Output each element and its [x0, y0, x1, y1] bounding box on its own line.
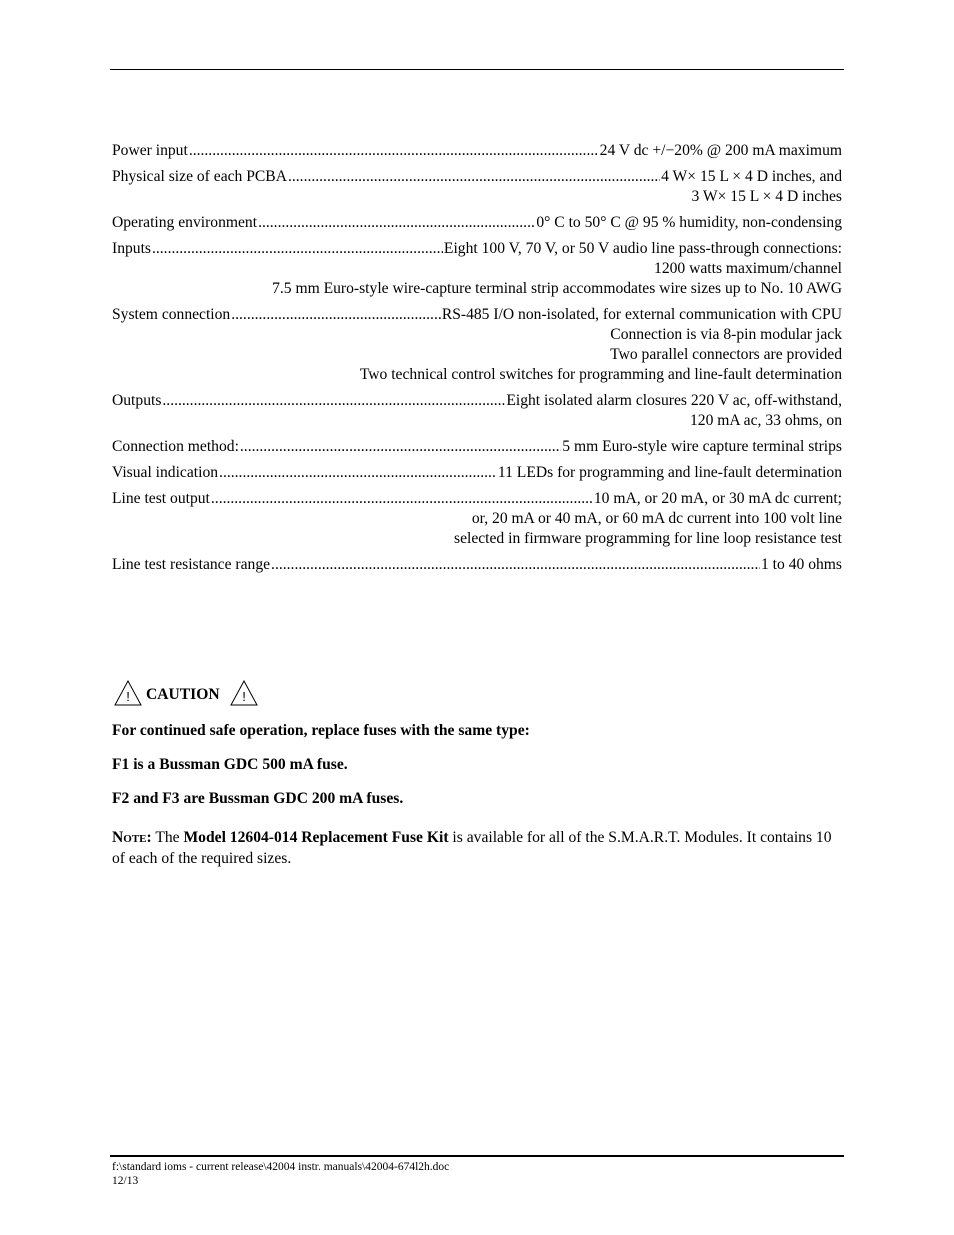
dot-leader [240, 437, 561, 457]
spec-first-line [112, 141, 842, 161]
spec-row [112, 167, 842, 207]
fuse-f2-f3-text: F2 and F3 are Bussman GDC 200 mA fuses. [112, 790, 404, 807]
spec-label: Line test output [112, 490, 210, 507]
spec-continuation: Connection is via 8-pin modular jack [610, 326, 842, 343]
spec-value: Eight isolated alarm closures 220 V ac, off-withstand, [506, 392, 842, 409]
caution-label: CAUTION [146, 686, 220, 703]
footer-rule [110, 1155, 844, 1157]
spec-first-line [112, 555, 842, 575]
spec-label: Operating environment [112, 214, 258, 231]
warning-triangle-icon [114, 680, 142, 706]
spec-first-line [112, 239, 842, 259]
dot-leader [219, 463, 497, 483]
spec-row [112, 305, 842, 385]
spec-label: Visual indication [112, 464, 219, 481]
spec-continuation: Two parallel connectors are provided [610, 346, 842, 363]
spec-value: RS-485 I/O non-isolated, for external communication with CPU [441, 306, 842, 323]
spec-row [112, 437, 842, 457]
note-label: Note: [112, 829, 152, 846]
dot-leader [189, 141, 599, 161]
spec-value: 5 mm Euro-style wire capture terminal strips [562, 438, 842, 455]
footer [112, 1160, 449, 1188]
spec-value: 10 mA, or 20 mA, or 30 mA dc current; [593, 490, 842, 507]
spec-first-line [112, 463, 842, 483]
spec-label: Connection method: [112, 438, 239, 455]
spec-row [112, 489, 842, 549]
spec-label: Inputs [112, 240, 151, 257]
spec-label: Power input [112, 142, 188, 159]
svg-text:!: ! [241, 689, 246, 704]
spec-value: 24 V dc +/−20% @ 200 mA maximum [599, 142, 842, 159]
spec-row [112, 239, 842, 299]
dot-leader [271, 555, 760, 575]
spec-continuation: 1200 watts maximum/channel [654, 260, 842, 277]
dot-leader [152, 239, 443, 259]
spec-value: Eight 100 V, 70 V, or 50 V audio line pass-through connections: [443, 240, 842, 257]
dot-leader [211, 489, 593, 509]
svg-text:!: ! [126, 689, 130, 704]
spec-row [112, 213, 842, 233]
note-paragraph [112, 827, 847, 869]
specifications-list [112, 141, 842, 581]
spec-row [112, 463, 842, 483]
dot-leader [162, 391, 505, 411]
footer-date: 12/13 [112, 1175, 139, 1187]
caution-heading [114, 678, 258, 708]
spec-value: 0° C to 50° C @ 95 % humidity, non-condensing [536, 214, 842, 231]
dot-leader [258, 213, 535, 233]
spec-label: Line test resistance range [112, 556, 271, 573]
footer-file-path: f:\standard ioms - current release\42004 instr. manuals\42004-674l2h.doc [112, 1161, 450, 1173]
spec-continuation: 3 W× 15 L × 4 D inches [691, 188, 842, 205]
spec-continuation: Two technical control switches for programming and line-fault determination [359, 366, 842, 383]
note-post: is available for all of the S.M.A.R.T. Modules. It contains 10 of each of the required sizes. [112, 829, 832, 867]
spec-label: Physical size of each PCBA [112, 168, 287, 185]
warning-triangle-icon [230, 680, 258, 706]
spec-label: System connection [112, 306, 231, 323]
spec-continuation: 7.5 mm Euro-style wire-capture terminal strip accommodates wire sizes up to No. 10 AWG [272, 280, 842, 297]
spec-first-line [112, 305, 842, 325]
fuse-f1-text: F1 is a Bussman GDC 500 mA fuse. [112, 756, 348, 773]
spec-continuation: selected in firmware programming for line loop resistance test [454, 530, 842, 547]
spec-first-line [112, 489, 842, 509]
spec-first-line [112, 167, 842, 187]
spec-first-line [112, 213, 842, 233]
spec-row [112, 391, 842, 431]
note-pre: The [155, 829, 184, 846]
fuse-instruction: For continued safe operation, replace fuses with the same type: [112, 722, 530, 739]
spec-first-line [112, 437, 842, 457]
spec-continuation: 120 mA ac, 33 ohms, on [689, 412, 842, 429]
spec-row [112, 141, 842, 161]
dot-leader [288, 167, 660, 187]
header-rule [110, 69, 844, 70]
spec-value: 4 W× 15 L × 4 D inches, and [661, 168, 842, 185]
spec-row [112, 555, 842, 575]
spec-value: 1 to 40 ohms [760, 556, 842, 573]
fuse-kit-name: Model 12604-014 Replacement Fuse Kit [183, 829, 449, 846]
spec-value: 11 LEDs for programming and line-fault determination [497, 464, 842, 481]
spec-continuation: or, 20 mA or 40 mA, or 60 mA dc current into 100 volt line [471, 510, 842, 527]
dot-leader [231, 305, 441, 325]
spec-label: Outputs [112, 392, 162, 409]
spec-first-line [112, 391, 842, 411]
